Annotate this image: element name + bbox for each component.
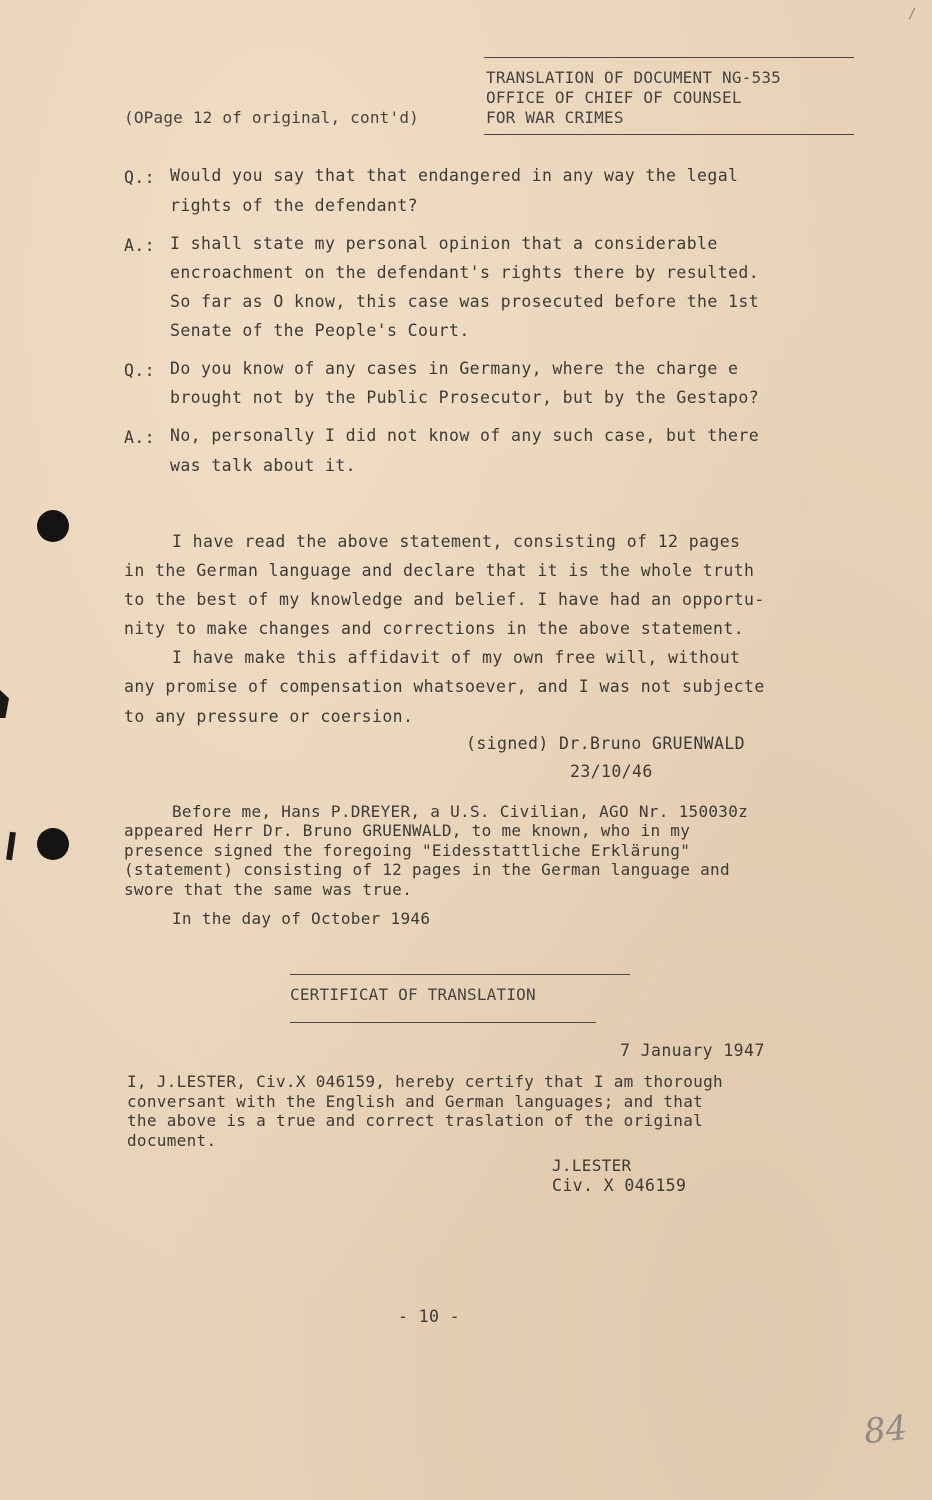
attestation-line: Before me, Hans P.DREYER, a U.S. Civilian, AGO Nr. 150030z xyxy=(172,802,749,821)
qa-line: encroachment on the defendant's rights there by resulted. xyxy=(170,263,760,282)
statement-line: in the German language and declare that it is the whole truth xyxy=(124,561,755,580)
page-continuation-label: (ОPage 12 of original, cont'd) xyxy=(124,108,419,127)
header-bottom-rule xyxy=(484,134,854,135)
qa-label: A.: xyxy=(124,428,156,447)
qa-label: A.: xyxy=(124,236,156,255)
statement-line: nity to make changes and corrections in the above statement. xyxy=(124,619,745,638)
attestation-line: presence signed the foregoing "Eidesstattliche Erklärung" xyxy=(124,841,691,860)
corner-tick-mark: ∕ xyxy=(908,6,917,22)
statement-line: to the best of my knowledge and belief. I have had an opportu- xyxy=(124,590,765,609)
qa-line: No, personally I did not know of any such case, but there xyxy=(170,426,760,445)
certificate-bottom-rule xyxy=(290,1022,596,1023)
signature-date: 23/10/46 xyxy=(570,762,653,781)
translation-header-line-2: OFFICE OF CHIEF OF COUNSEL xyxy=(486,88,742,107)
header-top-rule xyxy=(484,57,854,58)
qa-line: brought not by the Public Prosecutor, but by the Gestapo? xyxy=(170,388,760,407)
punch-hole-bottom xyxy=(37,828,69,860)
statement-line: any promise of compensation whatsoever, and I was not subjecte xyxy=(124,677,765,696)
certificate-date: 7 January 1947 xyxy=(620,1041,765,1060)
qa-line: was talk about it. xyxy=(170,456,357,475)
punch-hole-top xyxy=(37,510,69,542)
certificate-line: I, J.LESTER, Civ.X 046159, hereby certify that I am thorough xyxy=(127,1072,723,1091)
qa-label: Q.: xyxy=(124,168,156,187)
translator-name: J.LESTER xyxy=(552,1156,632,1175)
statement-line: to any pressure or coersion. xyxy=(124,707,414,726)
qa-label: Q.: xyxy=(124,361,156,380)
translation-header-line-1: TRANSLATION OF DOCUMENT NG-535 xyxy=(486,68,781,87)
certificate-title: CERTIFICAT OF TRANSLATION xyxy=(290,985,536,1004)
attestation-line: appeared Herr Dr. Bruno GRUENWALD, to me known, who in my xyxy=(124,821,691,840)
qa-line: So far as O know, this case was prosecuted before the 1st xyxy=(170,292,760,311)
qa-line: Senate of the People's Court. xyxy=(170,321,470,340)
page-number: - 10 - xyxy=(398,1307,461,1326)
certificate-line: the above is a true and correct traslation of the original xyxy=(127,1111,704,1130)
torn-edge-mark-lower xyxy=(6,832,16,861)
attestation-line: swore that the same was true. xyxy=(124,880,413,899)
translator-id: Civ. X 046159 xyxy=(552,1176,687,1195)
attestation-date: In the day of October 1946 xyxy=(172,909,431,928)
handwritten-page-number: 84 xyxy=(862,1407,910,1453)
qa-line: Do you know of any cases in Germany, where the charge e xyxy=(170,359,739,378)
certificate-top-rule xyxy=(290,974,630,975)
torn-edge-mark xyxy=(0,690,9,718)
certificate-line: document. xyxy=(127,1131,217,1150)
statement-line: I have read the above statement, consisting of 12 pages xyxy=(172,532,741,551)
qa-line: I shall state my personal opinion that a considerable xyxy=(170,234,718,253)
translation-header-line-3: FOR WAR CRIMES xyxy=(486,108,624,127)
statement-line: I have make this affidavit of my own free will, without xyxy=(172,648,741,667)
certificate-line: conversant with the English and German languages; and that xyxy=(127,1092,704,1111)
qa-line: Would you say that that endangered in any way the legal xyxy=(170,166,739,185)
signature-line: (signed) Dr.Bruno GRUENWALD xyxy=(466,734,746,753)
qa-line: rights of the defendant? xyxy=(170,196,419,215)
attestation-line: (statement) consisting of 12 pages in the German language and xyxy=(124,860,730,879)
